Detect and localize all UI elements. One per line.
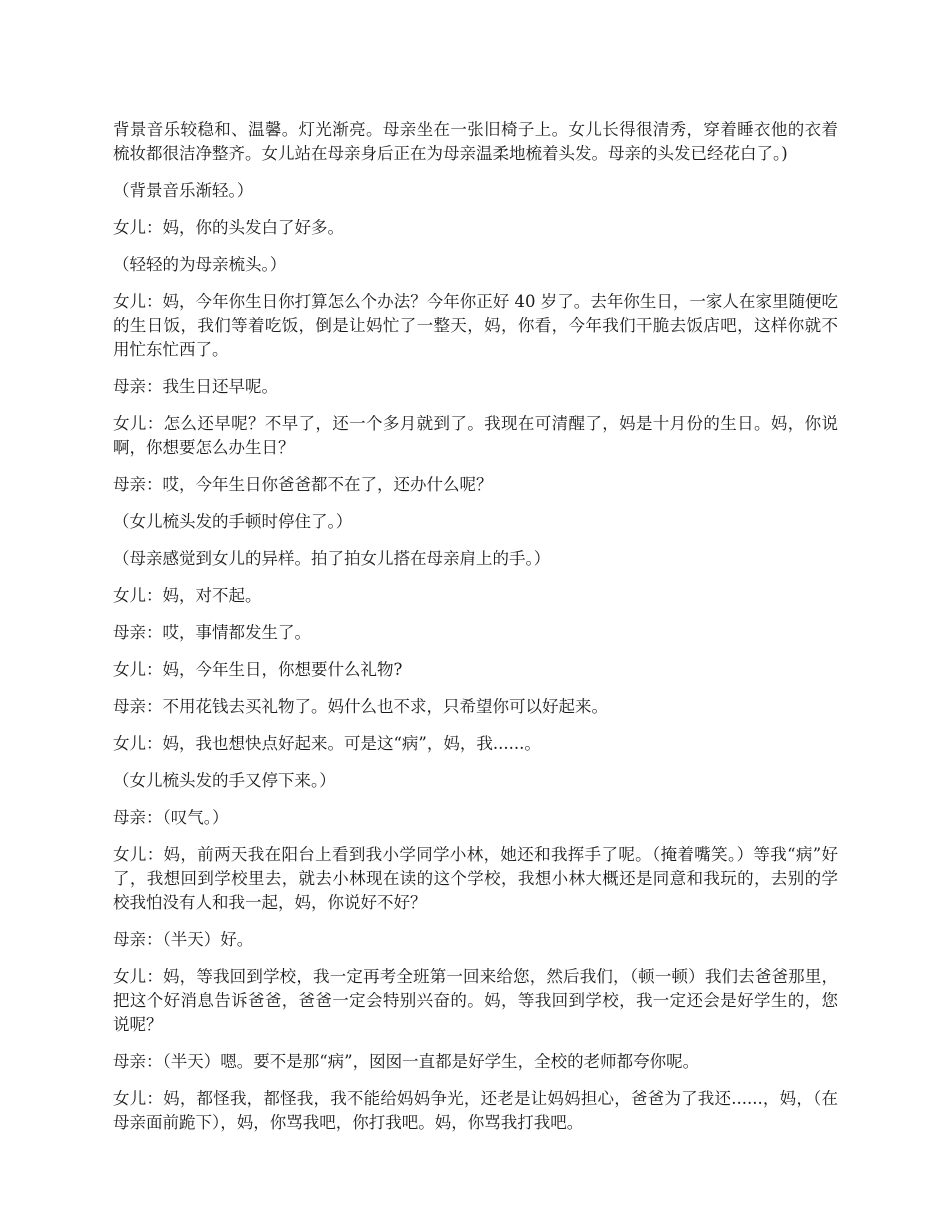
paragraph-dialogue: 女儿：妈，我也想快点好起来。可是这“病”，妈，我......。 [113, 734, 541, 753]
paragraph-dialogue: 母亲：不用花钱去买礼物了。妈什么也不求，只希望你可以好起来。 [113, 697, 608, 716]
paragraph-dialogue: 女儿：妈，都怪我，都怪我，我不能给妈妈争光，还老是让妈妈担心，爸爸为了我还......，妈，（在母亲面前跪下），妈，你骂我吧，你打我吧。妈，你骂我打我吧。 [113, 1089, 838, 1132]
paragraph-dialogue: 母亲：（叹气。） [113, 808, 229, 827]
paragraph-stage-direction: （女儿梳头发的手顿时停住了。） [113, 512, 353, 531]
paragraph-dialogue: 女儿：妈，今年生日，你想要什么礼物? [113, 660, 403, 679]
paragraph-dialogue: 女儿：妈，前两天我在阳台上看到我小学同学小林，她还和我挥手了呢。（掩着嘴笑。）等我“病”好了，我想回到学校里去，就去小林现在读的这个学校，我想小林大概还是同意和我玩的，去别的学校我怕没有人和我一起，妈，你说好不好？ [113, 845, 838, 912]
paragraph-dialogue: 母亲：（半天）嗯。要不是那“病”，囡囡一直都是好学生，全校的老师都夸你呢。 [113, 1052, 700, 1071]
paragraph-stage-direction: （轻轻的为母亲梳头。） [113, 255, 287, 274]
paragraph-stage-direction: （背景音乐渐轻。） [113, 181, 254, 200]
paragraph-dialogue: 母亲：哎，今年生日你爸爸都不在了，还办什么呢？ [113, 475, 493, 494]
paragraph-dialogue: 女儿：怎么还早呢？不早了，还一个多月就到了。我现在可清醒了，妈是十月份的生日。妈，你说啊，你想要怎么办生日？ [113, 414, 838, 457]
paragraph-stage-direction: 背景音乐较稳和、温馨。灯光渐亮。母亲坐在一张旧椅子上。女儿长得很清秀，穿着睡衣他的衣着梳妆都很洁净整齐。女儿站在母亲身后正在为母亲温柔地梳着头发。母亲的头发已经花白了。) [113, 120, 838, 163]
paragraph-stage-direction: （母亲感觉到女儿的异样。拍了拍女儿搭在母亲肩上的手。） [113, 549, 551, 568]
paragraph-dialogue: 母亲：哎，事情都发生了。 [113, 623, 311, 642]
paragraph-dialogue: 女儿：妈，你的头发白了好多。 [113, 218, 344, 237]
paragraph-dialogue: 女儿：妈，对不起。 [113, 586, 262, 605]
paragraph-dialogue: 女儿：妈，等我回到学校，我一定再考全班第一回来给您，然后我们，（顿一顿）我们去爸爸那里，把这个好消息告诉爸爸，爸爸一定会特别兴奋的。妈，等我回到学校，我一定还会是好学生的，您说呢？ [113, 967, 838, 1034]
paragraph-dialogue: 母亲：我生日还早呢。 [113, 377, 278, 396]
paragraph-dialogue: 母亲：（半天）好。 [113, 930, 254, 949]
paragraph-dialogue: 女儿：妈，今年你生日你打算怎么个办法？今年你正好 40 岁了。去年你生日，一家人在家里随便吃的生日饭，我们等着吃饭，倒是让妈忙了一整天，妈，你看，今年我们干脆去饭店吧，这样你就不用忙东忙西了。 [113, 292, 838, 359]
paragraph-stage-direction: （女儿梳头发的手又停下来。） [113, 771, 336, 790]
